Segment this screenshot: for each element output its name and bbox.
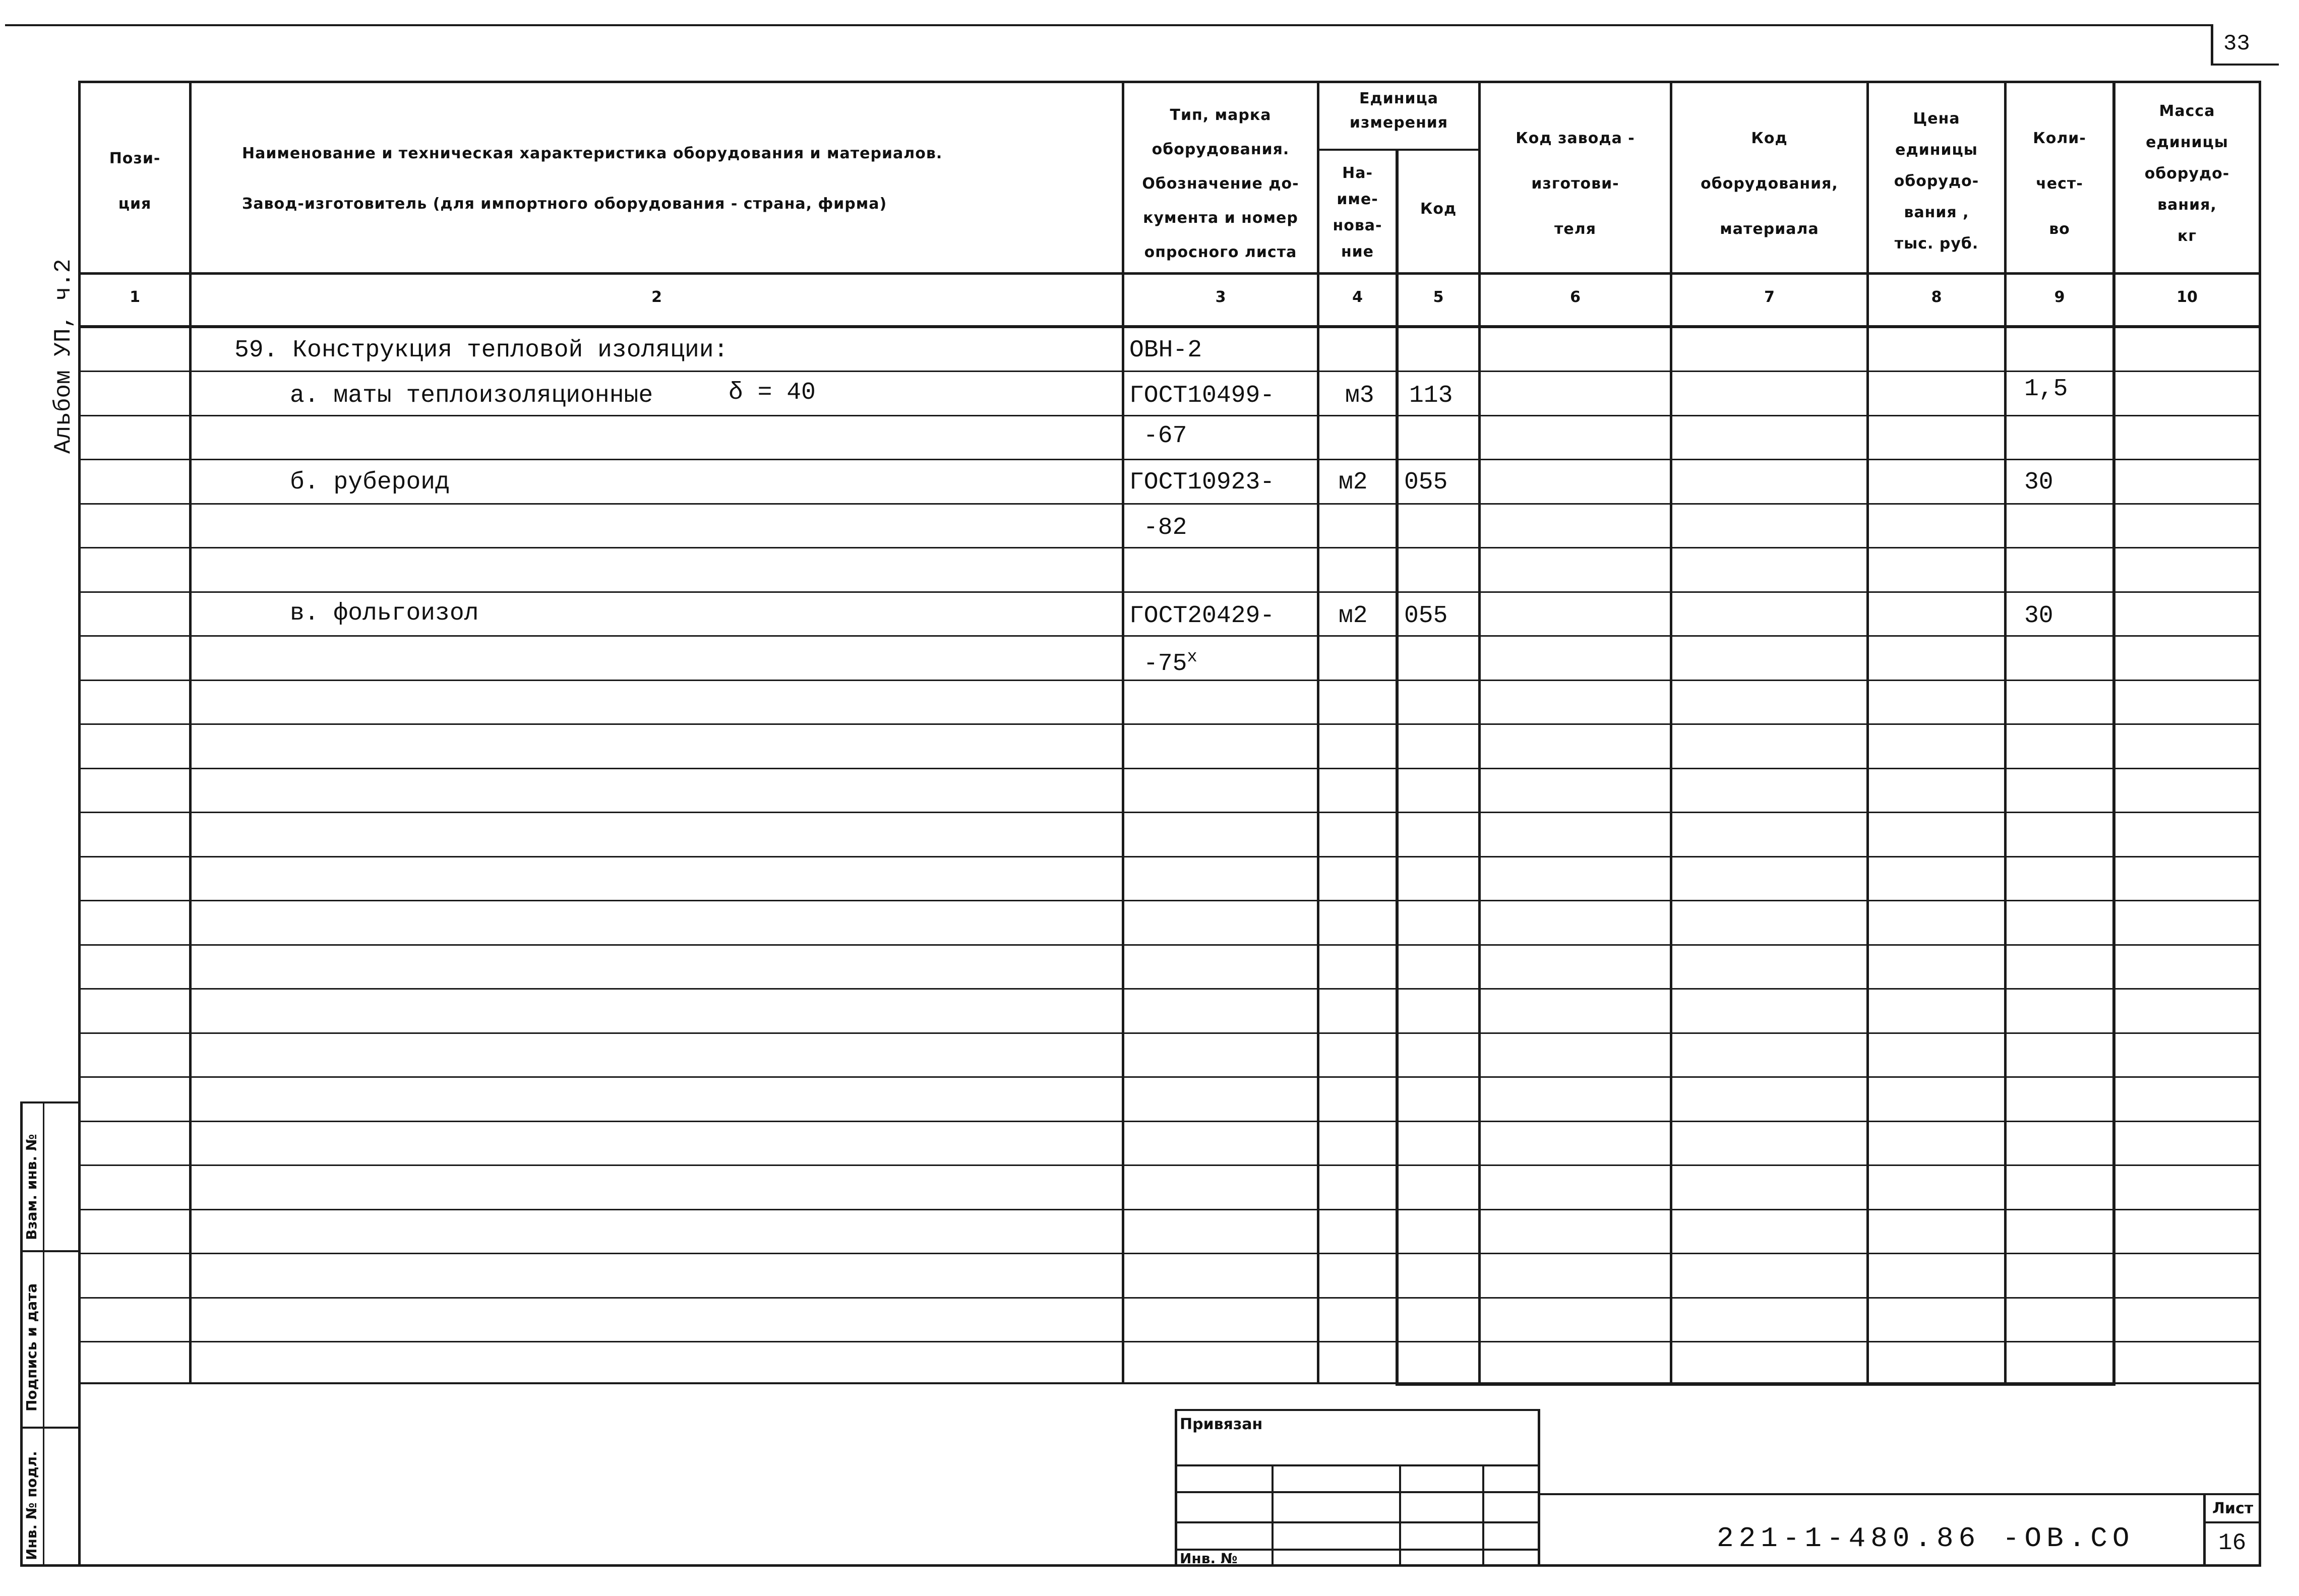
- item-c-doc-2: [1143, 648, 1197, 678]
- header-col10: Масса единицы оборудо- вания, кг: [2144, 102, 2230, 245]
- item-b-code: 055: [1404, 469, 1448, 496]
- table-row-line: [78, 1032, 2261, 1034]
- table-row-line: [78, 944, 2261, 946]
- item-b-unit: м2: [1339, 469, 1368, 496]
- item-59-code: ОВН-2: [1129, 337, 1202, 364]
- table-row-line: [78, 1076, 2261, 1078]
- item-c-doc-2-sup: x: [1187, 648, 1197, 667]
- table-row-line: [78, 768, 2261, 769]
- item-b-doc-2: -82: [1143, 514, 1187, 541]
- table-row-line: [78, 1121, 2261, 1122]
- table-row-line: [78, 459, 2261, 460]
- colnum-9: 9: [2054, 288, 2065, 306]
- margin-vzam-inv: Взам. инв. №: [23, 1134, 40, 1240]
- table-row-line: [78, 1164, 2261, 1166]
- table-row-line: [78, 680, 2261, 681]
- header-col7: Код оборудования, материала: [1701, 130, 1838, 238]
- sheet-label: Лист: [2212, 1500, 2254, 1517]
- header-col5: Код: [1420, 200, 1457, 218]
- colnum-10: 10: [2176, 288, 2198, 306]
- table-row-line: [78, 812, 2261, 813]
- colnum-1: 1: [130, 288, 140, 306]
- colnum-3: 3: [1215, 288, 1226, 306]
- colnum-7: 7: [1764, 288, 1775, 306]
- table-row-line: [78, 1209, 2261, 1210]
- page-number: 33: [2223, 31, 2250, 56]
- table-row-line: [78, 1341, 2261, 1342]
- colnum-8: 8: [1931, 288, 1942, 306]
- table-row-line: [78, 1297, 2261, 1299]
- colnum-2: 2: [651, 288, 662, 306]
- header-col3: Тип, марка оборудования. Обозначение до- кумента и номер опросного листа: [1142, 106, 1299, 261]
- table-row-line: [78, 723, 2261, 725]
- album-side-note: Альбом УП, ч.2: [50, 259, 77, 454]
- table-row-line: [78, 988, 2261, 990]
- document-code: 221-1-480.86 -ОВ.СО: [1717, 1522, 2135, 1555]
- header-col6: Код завода - изготови- теля: [1516, 130, 1635, 238]
- item-c-name: в. фольгоизол: [290, 600, 479, 627]
- colnum-5: 5: [1433, 288, 1444, 306]
- table-row-line: [78, 503, 2261, 505]
- item-a-delta: δ = 40: [729, 379, 816, 406]
- item-a-qty: 1,5: [2024, 376, 2068, 403]
- item-c-unit: м2: [1339, 602, 1368, 630]
- colnum-4: 4: [1352, 288, 1363, 306]
- header-col2: Наименование и техническая характеристика оборудования и материалов. Завод-изготовитель (для импортного оборудования - страна, фирма): [242, 145, 943, 213]
- item-59-title: 59. Конструкция тепловой изоляции:: [234, 337, 729, 364]
- item-a-doc-1: ГОСТ10499-: [1129, 382, 1275, 409]
- item-b-name: б. рубероид: [290, 469, 450, 496]
- inv-no-label: Инв. №: [1180, 1550, 1238, 1567]
- item-a-unit: м3: [1345, 382, 1374, 409]
- colnum-6: 6: [1570, 288, 1581, 306]
- item-c-doc-2-text: -75: [1143, 650, 1187, 678]
- header-col4: На- име- нова- ние: [1333, 164, 1382, 261]
- item-b-qty: 30: [2024, 469, 2053, 496]
- table-row-line: [78, 856, 2261, 857]
- header-col1: Пози- ция: [109, 150, 161, 213]
- header-unit-group: Единица измерения: [1349, 90, 1448, 132]
- header-col9: Коли- чест- во: [2033, 130, 2086, 238]
- item-a-name: а. маты теплоизоляционные: [290, 382, 653, 409]
- table-row-line: [78, 371, 2261, 372]
- item-a-doc-2: -67: [1143, 422, 1187, 450]
- item-c-qty: 30: [2024, 602, 2053, 630]
- item-b-doc-1: ГОСТ10923-: [1129, 469, 1275, 496]
- table-row-line: [78, 1253, 2261, 1254]
- item-c-doc-1: ГОСТ20429-: [1129, 602, 1275, 630]
- table-row-line: [78, 900, 2261, 901]
- table-row-line: [78, 547, 2261, 548]
- table-row-line: [78, 635, 2261, 637]
- item-c-code: 055: [1404, 602, 1448, 630]
- item-a-code: 113: [1409, 382, 1453, 409]
- sheet-number: 16: [2218, 1530, 2247, 1556]
- header-col8: Цена единицы оборудо- вания , тыс. руб.: [1894, 110, 1979, 253]
- privyazan-label: Привязан: [1180, 1416, 1263, 1433]
- table-row-line: [78, 591, 2261, 593]
- table-row-line: [78, 415, 2261, 416]
- margin-podpis-data: Подпись и дата: [23, 1283, 40, 1411]
- margin-inv-podl: Инв. № подл.: [23, 1451, 40, 1560]
